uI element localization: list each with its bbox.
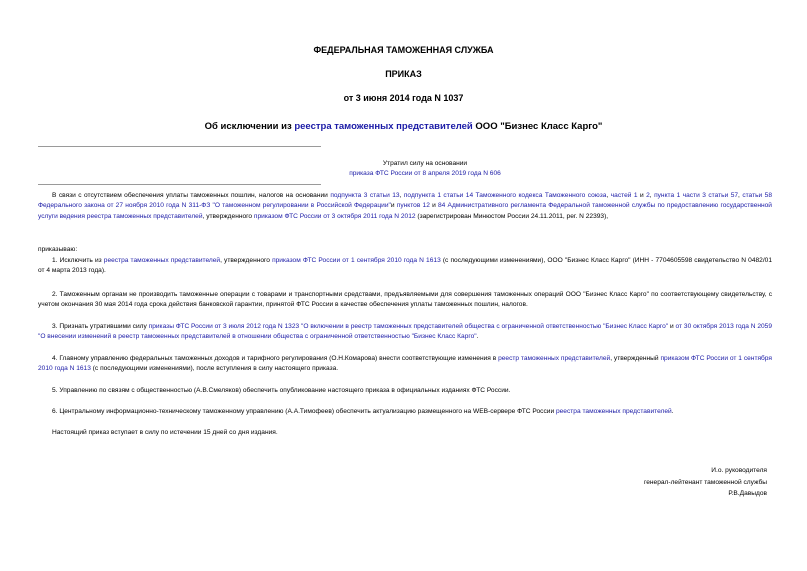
ref-link[interactable]: 2 xyxy=(646,192,650,199)
order-word: приказываю: xyxy=(38,246,78,253)
ref-link[interactable]: пунктов 12 xyxy=(396,202,430,210)
registry-link[interactable]: реестра таможенных представителей xyxy=(103,257,221,264)
item-text: , утвержденного xyxy=(220,257,273,264)
order-link[interactable]: от 30 октября 2013 года N 2059 "О внесении изменений в реестр таможенных представителей в отношении общества с ограниченной ответственностью "Бизнес Класс Карго" xyxy=(38,323,773,341)
agency-name: ФЕДЕРАЛЬНАЯ ТАМОЖЕННАЯ СЛУЖБА xyxy=(313,45,494,55)
item-text: 3. Признать утратившими силу xyxy=(52,323,149,330)
preamble-text: , утвержденного xyxy=(202,212,254,220)
ref-link[interactable]: приказом ФТС России от 3 октября 2011 года N 2012 xyxy=(253,212,416,220)
item-1 xyxy=(38,256,772,277)
doc-title xyxy=(0,121,807,132)
item-3 xyxy=(38,322,772,343)
preamble-text: , xyxy=(649,192,655,199)
item-4 xyxy=(38,354,772,375)
ref-link[interactable]: статьи 58 Федерального закона от 27 ноября 2010 года N 311-ФЗ "О таможенном регулировании в Российской Федерации" xyxy=(38,192,772,210)
preamble-text: , xyxy=(399,192,404,199)
doc-date-number: от 3 июня 2014 года N 1037 xyxy=(343,93,464,103)
item-2: 2. Таможенным органам не производить таможенные операции с товарами и транспортными средствами, предъявляемыми для совершения таможенных операций ООО "Бизнес Класс Карго" по соответствующему свидетельству, с учетом окончания 30 мая 2014 года срока действия банковской гарантии, принятой ФТС России в качестве обеспечения уплаты таможенных пошлин, налогов. xyxy=(38,291,772,309)
status-note xyxy=(300,159,550,179)
item-text: . xyxy=(476,333,479,341)
preamble-text: и xyxy=(637,192,647,199)
preamble-text: , xyxy=(738,192,743,199)
final-clause: Настоящий приказ вступает в силу по истечении 15 дней со дня издания. xyxy=(52,429,278,436)
signature-position: И.о. руководителя xyxy=(711,467,767,474)
title-prefix: Об исключении из xyxy=(204,121,295,132)
preamble-text: , xyxy=(606,192,611,199)
item-text: (с последующими изменениями), после вступления в силу настоящего приказа. xyxy=(90,365,339,373)
item-text: 6. Центральному информационно-техническому таможенному управлению (А.А.Тимофеев) обеспечить актуализацию размещенного на WEB-сервере ФТС России xyxy=(52,408,556,415)
order-link[interactable]: приказы ФТС России от 3 июля 2012 года N 1323 "О включении в реестр таможенных представителей общества с ограниченной ответственностью "Бизнес Класс Карго" xyxy=(148,323,669,330)
order-link[interactable]: приказом ФТС России от 1 сентября 2010 года N 1613 xyxy=(272,257,441,264)
divider-bottom xyxy=(38,184,321,185)
doc-type: ПРИКАЗ xyxy=(385,69,422,79)
status-note-link[interactable]: приказа ФТС России от 8 апреля 2019 года N 606 xyxy=(349,170,501,177)
item-text: , утвержденный xyxy=(610,355,661,362)
registry-link[interactable]: реестра таможенных представителей xyxy=(555,408,672,415)
preamble-text: В связи с отсутствием обеспечения уплаты таможенных пошлин, налогов на основании xyxy=(52,192,331,199)
ref-link[interactable]: пункта 1 части 3 статьи 57 xyxy=(654,192,739,199)
item-text: 4. Главному управлению федеральных таможенных доходов и тарифного регулирования (О.Н.Комарова) внести соответствующие изменения в xyxy=(52,355,499,362)
item-text: и xyxy=(668,323,676,330)
item-6 xyxy=(38,407,772,417)
item-text: (с последующими изменениями), ООО "Бизнес Класс Карго" (ИНН - 7704605598 свидетельство N 0482/01 от 4 марта 2013 года). xyxy=(38,257,772,275)
item-5: 5. Управлению по связям с общественностью (А.В.Смеляков) обеспечить опубликование настоящего приказа в официальных изданиях ФТС России. xyxy=(52,387,511,394)
ref-link[interactable]: 84 Административного регламента Федеральной таможенной службы по предоставлению государственной услуги ведения реестра таможенных представителей xyxy=(38,202,772,220)
order-link[interactable]: приказом ФТС России от 1 сентября 2010 года N 1613 xyxy=(38,355,772,373)
signature-block xyxy=(644,465,767,500)
item-text: 1. Исключить из xyxy=(52,257,104,264)
signature-rank: генерал-лейтенант таможенной службы xyxy=(643,478,767,486)
registry-link[interactable]: реестр таможенных представителей xyxy=(498,355,611,362)
title-registry-link[interactable]: реестра таможенных представителей xyxy=(294,121,473,132)
preamble-text: (зарегистрирован Минюстом России 24.11.2011, рег. N 22393), xyxy=(415,212,609,220)
preamble-paragraph xyxy=(38,191,772,222)
preamble-text: и xyxy=(390,202,397,210)
title-suffix: ООО "Бизнес Класс Карго" xyxy=(472,121,603,132)
preamble-text: и xyxy=(429,202,438,210)
ref-link[interactable]: подпункта 1 статьи 14 Таможенного кодекса Таможенного союза xyxy=(403,192,607,199)
item-text: . xyxy=(671,408,674,415)
ref-link[interactable]: частей 1 xyxy=(610,192,638,199)
signature-name: Р.В.Давыдов xyxy=(728,490,767,497)
ref-link[interactable]: подпункта 3 статьи 13 xyxy=(330,192,400,199)
status-note-text: Утратил силу на основании xyxy=(382,160,468,167)
divider-top xyxy=(38,146,321,147)
